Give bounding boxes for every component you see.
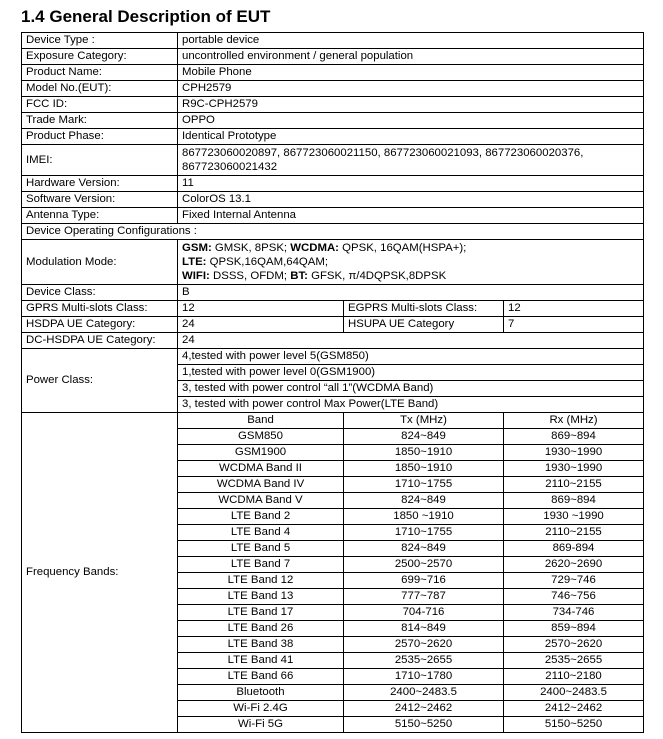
bt-val: GFSK, π/4DQPSK,8DPSK	[307, 270, 447, 282]
row-hardware	[22, 176, 644, 192]
band-name: LTE Band 7	[178, 557, 344, 573]
value-model: CPH2579	[178, 81, 644, 97]
label-software: Software Version:	[22, 192, 178, 208]
value-antenna: Fixed Internal Antenna	[178, 208, 644, 224]
band-tx: 824~849	[344, 541, 504, 557]
value-trade-mark: OPPO	[178, 113, 644, 129]
band-name: GSM1900	[178, 445, 344, 461]
row-frequency-header	[22, 413, 644, 429]
band-tx: 2500~2570	[344, 557, 504, 573]
band-tx: 5150~5250	[344, 717, 504, 733]
row-configs	[22, 224, 644, 240]
band-name: WCDMA Band II	[178, 461, 344, 477]
value-imei: 867723060020897, 867723060021150, 867723060021093, 867723060020376, 867723060021432	[178, 145, 644, 176]
value-exposure: uncontrolled environment / general population	[178, 49, 644, 65]
label-hsdpa: HSDPA UE Category:	[22, 317, 178, 333]
bt-key: BT:	[290, 270, 308, 282]
label-modulation: Modulation Mode:	[22, 240, 178, 285]
band-name: LTE Band 5	[178, 541, 344, 557]
band-rx: 1930~1990	[504, 461, 644, 477]
value-modulation	[178, 240, 644, 285]
label-dc-hsdpa: DC-HSDPA UE Category:	[22, 333, 178, 349]
row-product-name	[22, 65, 644, 81]
label-power-class: Power Class:	[22, 349, 178, 413]
value-fcc-id: R9C-CPH2579	[178, 97, 644, 113]
label-hsupa: HSUPA UE Category	[344, 317, 504, 333]
band-rx: 2110~2155	[504, 477, 644, 493]
label-imei: IMEI:	[22, 145, 178, 176]
band-name: LTE Band 2	[178, 509, 344, 525]
row-hsdpa	[22, 317, 644, 333]
band-rx: 746~756	[504, 589, 644, 605]
band-tx: 1850~1910	[344, 461, 504, 477]
row-modulation	[22, 240, 644, 285]
power-class-line: 3, tested with power control “all 1”(WCDMA Band)	[178, 381, 644, 397]
band-rx: 2400~2483.5	[504, 685, 644, 701]
wifi-val: DSSS, OFDM;	[209, 270, 291, 282]
band-name: Bluetooth	[178, 685, 344, 701]
band-tx: 1710~1755	[344, 525, 504, 541]
gsm-key: GSM:	[182, 242, 212, 254]
band-name: GSM850	[178, 429, 344, 445]
label-trade-mark: Trade Mark:	[22, 113, 178, 129]
row-product-phase	[22, 129, 644, 145]
value-product-name: Mobile Phone	[178, 65, 644, 81]
value-hsupa: 7	[504, 317, 644, 333]
band-rx: 1930~1990	[504, 445, 644, 461]
band-name: LTE Band 17	[178, 605, 344, 621]
label-gprs: GPRS Multi-slots Class:	[22, 301, 178, 317]
band-tx: 824~849	[344, 429, 504, 445]
band-rx: 729~746	[504, 573, 644, 589]
section-title: 1.4 General Description of EUT	[21, 7, 271, 26]
band-name: LTE Band 66	[178, 669, 344, 685]
band-name: LTE Band 38	[178, 637, 344, 653]
band-rx: 2110~2155	[504, 525, 644, 541]
band-rx: 2412~2462	[504, 701, 644, 717]
value-device-type: portable device	[178, 33, 644, 49]
label-product-phase: Product Phase:	[22, 129, 178, 145]
band-tx: 2400~2483.5	[344, 685, 504, 701]
band-name: LTE Band 26	[178, 621, 344, 637]
band-rx: 869~894	[504, 429, 644, 445]
value-egprs: 12	[504, 301, 644, 317]
label-exposure: Exposure Category:	[22, 49, 178, 65]
power-class-line: 3, tested with power control Max Power(LTE Band)	[178, 397, 644, 413]
band-rx: 2620~2690	[504, 557, 644, 573]
row-software	[22, 192, 644, 208]
row-gprs	[22, 301, 644, 317]
label-antenna: Antenna Type:	[22, 208, 178, 224]
band-rx: 5150~5250	[504, 717, 644, 733]
band-tx: 2570~2620	[344, 637, 504, 653]
lte-val: QPSK,16QAM,64QAM;	[206, 256, 329, 268]
wifi-key: WIFI:	[182, 270, 210, 282]
row-imei	[22, 145, 644, 176]
row-device-type	[22, 33, 644, 49]
row-trade-mark	[22, 113, 644, 129]
header-band: Band	[178, 413, 344, 429]
band-tx: 699~716	[344, 573, 504, 589]
band-name: Wi-Fi 2.4G	[178, 701, 344, 717]
band-name: WCDMA Band V	[178, 493, 344, 509]
value-dc-hsdpa: 24	[178, 333, 644, 349]
band-tx: 777~787	[344, 589, 504, 605]
eut-table	[21, 32, 644, 733]
value-gprs: 12	[178, 301, 344, 317]
label-device-type: Device Type :	[22, 33, 178, 49]
label-egprs: EGPRS Multi-slots Class:	[344, 301, 504, 317]
row-dc-hsdpa	[22, 333, 644, 349]
label-device-class: Device Class:	[22, 285, 178, 301]
band-tx: 814~849	[344, 621, 504, 637]
power-class-line: 1,tested with power level 0(GSM1900)	[178, 365, 644, 381]
power-class-line: 4,tested with power level 5(GSM850)	[178, 349, 644, 365]
value-hardware: 11	[178, 176, 644, 192]
band-name: Wi-Fi 5G	[178, 717, 344, 733]
header-tx: Tx (MHz)	[344, 413, 504, 429]
label-fcc-id: FCC ID:	[22, 97, 178, 113]
band-rx: 2535~2655	[504, 653, 644, 669]
band-tx: 1850~1910	[344, 445, 504, 461]
band-rx: 1930 ~1990	[504, 509, 644, 525]
band-name: LTE Band 13	[178, 589, 344, 605]
row-power-class	[22, 349, 644, 365]
label-configs: Device Operating Configurations :	[22, 224, 644, 240]
lte-key: LTE:	[182, 256, 207, 268]
band-rx: 2110~2180	[504, 669, 644, 685]
band-rx: 869~894	[504, 493, 644, 509]
band-name: LTE Band 12	[178, 573, 344, 589]
band-tx: 1850 ~1910	[344, 509, 504, 525]
row-fcc-id	[22, 97, 644, 113]
label-frequency-bands: Frequency Bands:	[22, 413, 178, 733]
value-software: ColorOS 13.1	[178, 192, 644, 208]
band-rx: 859~894	[504, 621, 644, 637]
label-hardware: Hardware Version:	[22, 176, 178, 192]
band-tx: 824~849	[344, 493, 504, 509]
row-model	[22, 81, 644, 97]
label-product-name: Product Name:	[22, 65, 178, 81]
band-tx: 1710~1780	[344, 669, 504, 685]
value-hsdpa: 24	[178, 317, 344, 333]
band-tx: 2412~2462	[344, 701, 504, 717]
wcdma-val: QPSK, 16QAM(HSPA+);	[338, 242, 467, 254]
row-antenna	[22, 208, 644, 224]
band-name: LTE Band 41	[178, 653, 344, 669]
value-device-class: B	[178, 285, 644, 301]
band-tx: 704-716	[344, 605, 504, 621]
band-rx: 2570~2620	[504, 637, 644, 653]
band-rx: 869-894	[504, 541, 644, 557]
band-tx: 2535~2655	[344, 653, 504, 669]
band-name: WCDMA Band IV	[178, 477, 344, 493]
band-tx: 1710~1755	[344, 477, 504, 493]
band-rx: 734-746	[504, 605, 644, 621]
label-model: Model No.(EUT):	[22, 81, 178, 97]
wcdma-key: WCDMA:	[290, 242, 339, 254]
row-device-class	[22, 285, 644, 301]
value-product-phase: Identical Prototype	[178, 129, 644, 145]
gsm-val: GMSK, 8PSK;	[211, 242, 291, 254]
band-name: LTE Band 4	[178, 525, 344, 541]
header-rx: Rx (MHz)	[504, 413, 644, 429]
row-exposure	[22, 49, 644, 65]
